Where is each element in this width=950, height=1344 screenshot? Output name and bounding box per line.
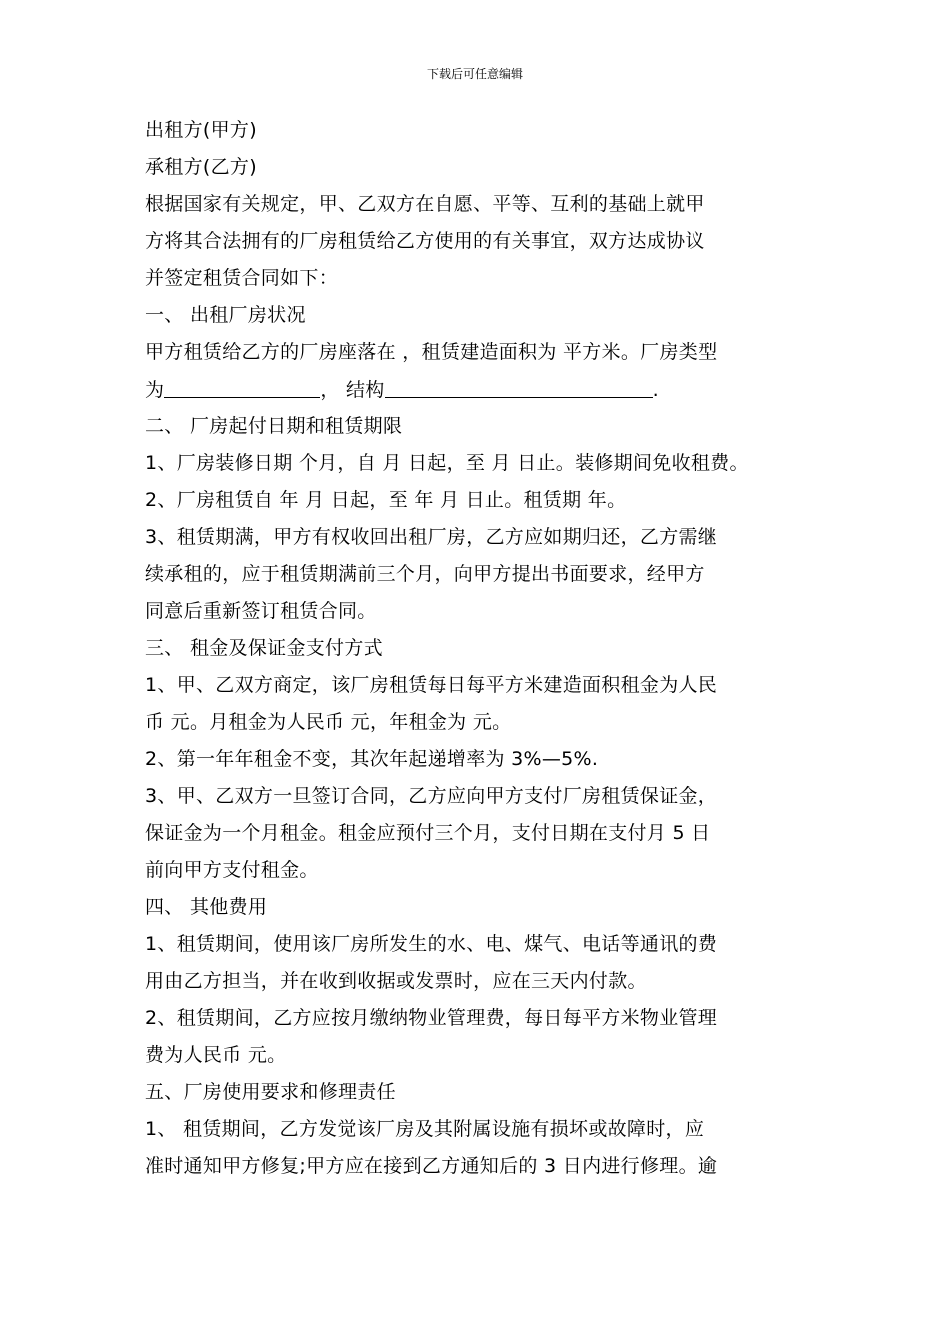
fill-in-line — [145, 377, 825, 414]
page-header: 下载后可任意编辑 — [426, 67, 523, 81]
paragraph-line: 用由乙方担当，并在收到收据或发票时，应在三天内付款。 — [145, 970, 647, 992]
fill-in-suffix: . — [652, 379, 659, 401]
paragraph-line: 2、第一年年租金不变，其次年起递增率为 3%—5%. — [145, 748, 599, 770]
paragraph-line: 费为人民币 元。 — [145, 1044, 287, 1066]
paragraph-line: 出租方(甲方) — [145, 119, 257, 141]
paragraph-line: 3、甲、乙双方一旦签订合同，乙方应向甲方支付厂房租赁保证金， — [145, 785, 718, 807]
paragraph-line: 2、厂房租赁自 年 月 日起，至 年 月 日止。租赁期 年。 — [145, 489, 627, 511]
section-heading: 四、 其他费用 — [145, 896, 268, 918]
paragraph-line: 方将其合法拥有的厂房租赁给乙方使用的有关事宜，双方达成协议 — [145, 230, 705, 252]
paragraph-line: 保证金为一个月租金。租金应预付三个月，支付日期在支付月 5 日 — [145, 822, 711, 844]
fill-in-middle: ， 结构 — [320, 379, 385, 401]
paragraph-line: 1、厂房装修日期 个月，自 月 日起，至 月 日止。装修期间免收租费。 — [145, 452, 749, 474]
paragraph-line: 甲方租赁给乙方的厂房座落在 ，租赁建造面积为 平方米。厂房类型 — [145, 341, 718, 363]
section-heading: 三、 租金及保证金支付方式 — [145, 637, 383, 659]
section-heading: 一、 出租厂房状况 — [145, 304, 306, 326]
paragraph-line: 承租方(乙方) — [145, 156, 257, 178]
paragraph-line: 续承租的，应于租赁期满前三个月，向甲方提出书面要求，经甲方 — [145, 563, 705, 585]
section-heading: 二、 厂房起付日期和租赁期限 — [145, 415, 403, 437]
paragraph-line: 3、租赁期满，甲方有权收回出租厂房，乙方应如期归还，乙方需继 — [145, 526, 718, 548]
paragraph-line: 1、甲、乙双方商定，该厂房租赁每日每平方米建造面积租金为人民 — [145, 674, 718, 696]
paragraph-line: 币 元。月租金为人民币 元，年租金为 元。 — [145, 711, 512, 733]
paragraph-line: 同意后重新签订租赁合同。 — [145, 600, 377, 622]
paragraph-line: 2、租赁期间，乙方应按月缴纳物业管理费，每日每平方米物业管理 — [145, 1007, 718, 1029]
section-heading: 五、厂房使用要求和修理责任 — [145, 1081, 396, 1103]
blank-underline — [164, 377, 320, 398]
blank-underline — [385, 377, 653, 398]
paragraph-line: 根据国家有关规定，甲、乙双方在自愿、平等、互利的基础上就甲 — [145, 193, 705, 215]
paragraph-line: 前向甲方支付租金。 — [145, 859, 319, 881]
fill-in-prefix: 为 — [145, 379, 165, 401]
paragraph-line: 准时通知甲方修复;甲方应在接到乙方通知后的 3 日内进行修理。逾 — [145, 1155, 718, 1177]
paragraph-line: 并签定租赁合同如下： — [145, 267, 339, 289]
document-body — [145, 118, 825, 1191]
paragraph-line: 1、租赁期间，使用该厂房所发生的水、电、煤气、电话等通讯的费 — [145, 933, 718, 955]
paragraph-line: 1、 租赁期间，乙方发觉该厂房及其附属设施有损坏或故障时，应 — [145, 1118, 705, 1140]
